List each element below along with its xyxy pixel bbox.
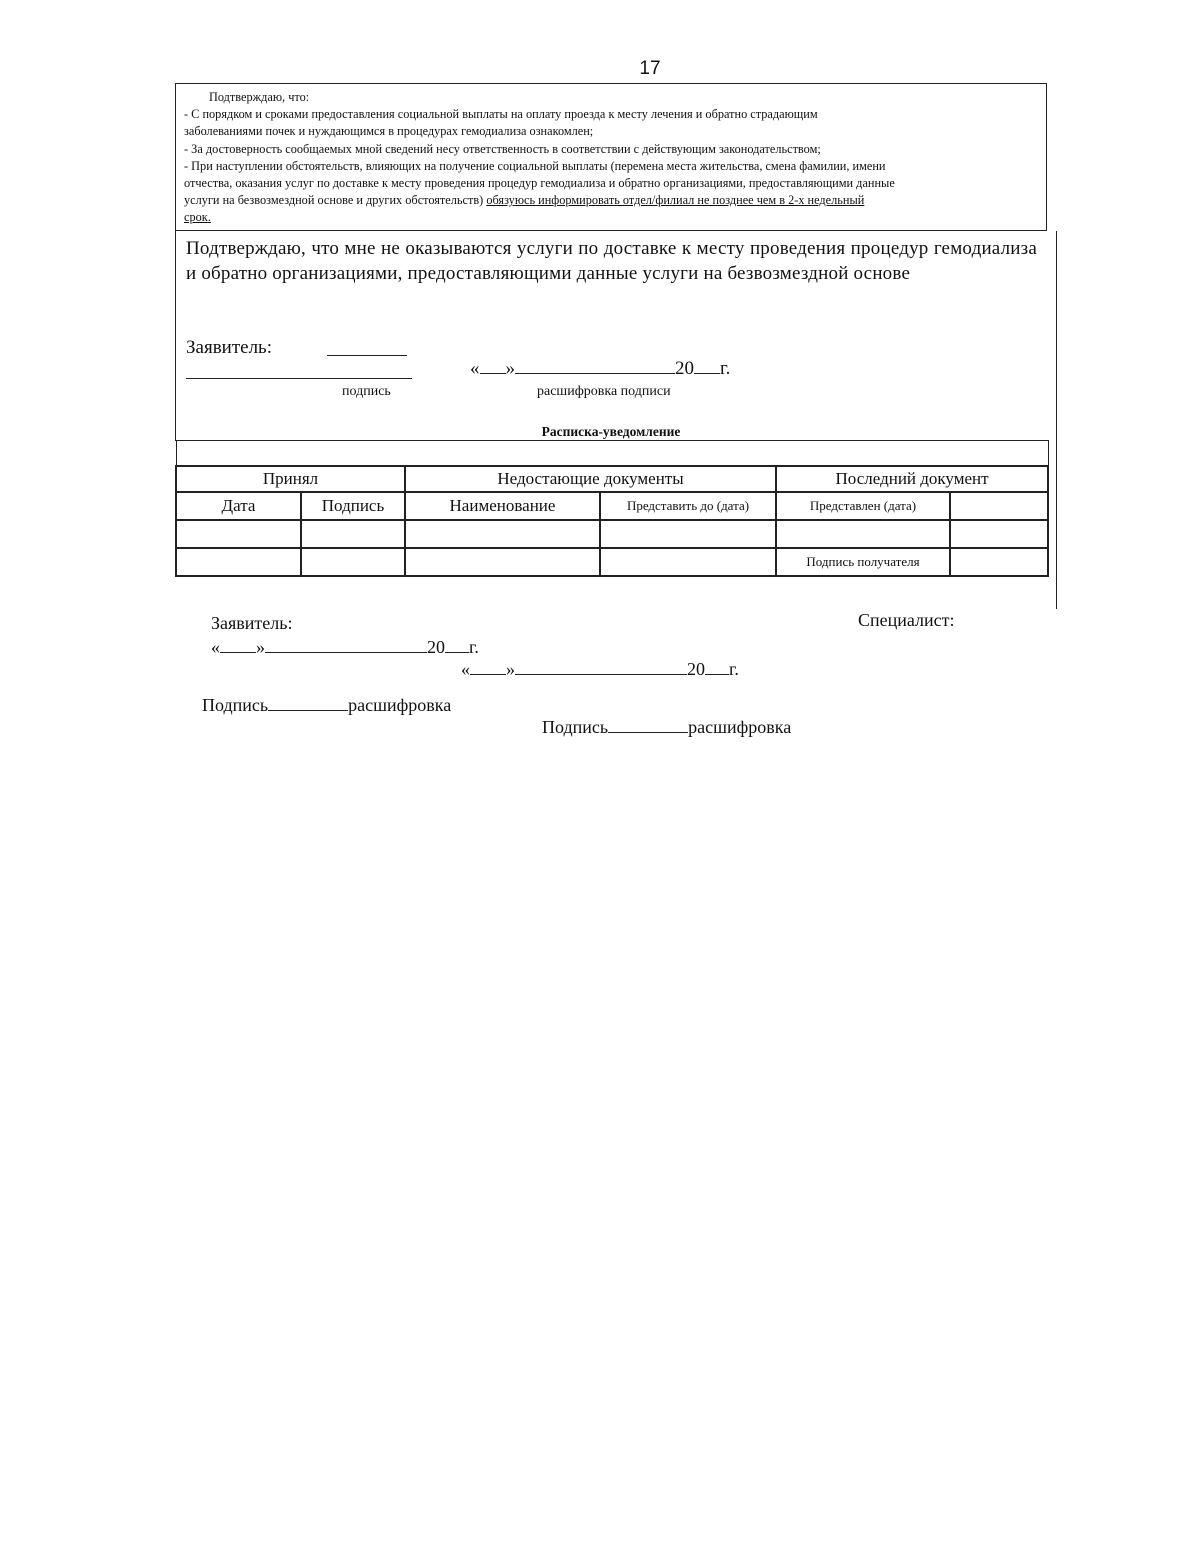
year-prefix: 20: [687, 659, 705, 679]
declaration-text: Подтверждаю, что мне не оказываются услуги по доставке к месту проведения процедур гемодиализа и обратно организациями, предоставляющими данные услуги на безвозмездной основе: [186, 238, 1037, 284]
receipt-title: Расписка-уведомление: [541, 424, 681, 439]
quote-open: «: [211, 637, 220, 657]
confirmation-line-7-underlined: срок.: [184, 210, 211, 225]
day-blank[interactable]: [220, 636, 256, 653]
confirmation-line-3: - За достоверность сообщаемых мной сведений несу ответственность в соответствии с действующим законодательством;: [184, 141, 821, 156]
confirmation-intro: Подтверждаю, что:: [209, 90, 310, 104]
right-border-rule: [1056, 231, 1057, 609]
month-blank[interactable]: [515, 357, 675, 374]
day-blank[interactable]: [470, 658, 506, 675]
applicant-signature-line[interactable]: [186, 378, 412, 379]
signature-blank[interactable]: [608, 716, 688, 733]
quote-open: «: [461, 659, 470, 679]
table-cell[interactable]: [950, 548, 1048, 576]
confirmation-line-2: заболеваниями почек и нуждающимся в процедурах гемодиализа ознакомлен;: [184, 124, 594, 139]
receipt-table: [175, 440, 1049, 577]
header-accepted: Принял: [176, 466, 405, 492]
table-cell[interactable]: [301, 520, 405, 548]
table-cell[interactable]: [405, 520, 600, 548]
subheader-date: Дата: [176, 492, 301, 520]
decode-word: расшифровка: [348, 695, 452, 715]
applicant-signature-short-line[interactable]: [327, 355, 407, 356]
recipient-signature-label: Подпись получателя: [776, 548, 950, 576]
year-blank[interactable]: [445, 636, 469, 653]
year-prefix: 20: [675, 358, 694, 379]
signature-word: Подпись: [202, 695, 269, 715]
table-cell[interactable]: [301, 548, 405, 576]
signature-word: Подпись: [542, 717, 609, 737]
applicant-label: Заявитель:: [186, 337, 272, 358]
confirmation-line-4: - При наступлении обстоятельств, влияющих на получение социальной выплаты (перемена места жительства, смена фамилии, имени: [184, 158, 886, 173]
quote-close: »: [506, 659, 515, 679]
subheader-signature: Подпись: [301, 492, 405, 520]
quote-close: »: [505, 358, 515, 379]
bottom-specialist-label: Специалист:: [858, 610, 955, 630]
confirmation-line-6-plain: услуги на безвозмездной основе и других обстоятельств): [184, 193, 487, 208]
header-last-document: Последний документ: [776, 466, 1048, 492]
bottom-applicant-signature[interactable]: [202, 694, 451, 716]
page-number: 17: [639, 58, 661, 79]
year-suffix: г.: [720, 358, 731, 379]
decode-word: расшифровка: [688, 717, 792, 737]
caption-decode: расшифровка подписи: [537, 384, 671, 399]
confirmation-line-7: [184, 209, 1036, 226]
confirmation-line-5: отчества, оказания услуг по доставке к месту проведения процедур гемодиализа и обратно организациями, предоставляющими данные: [184, 176, 895, 191]
year-blank[interactable]: [705, 658, 729, 675]
confirmation-line-6: [184, 192, 1036, 209]
caption-signature: подпись: [342, 384, 391, 399]
table-cell[interactable]: [776, 520, 950, 548]
subheader-submitted: Представлен (дата): [776, 492, 950, 520]
bottom-specialist-date[interactable]: [461, 658, 739, 680]
bottom-applicant-date[interactable]: [211, 636, 479, 658]
confirmation-box: [175, 83, 1047, 231]
left-border-rule: [175, 231, 176, 441]
year-prefix: 20: [427, 637, 445, 657]
signature-blank[interactable]: [268, 694, 348, 711]
quote-open: «: [470, 358, 480, 379]
table-cell[interactable]: [950, 492, 1048, 520]
year-suffix: г.: [729, 659, 739, 679]
table-cell[interactable]: [950, 520, 1048, 548]
header-missing-documents: Недостающие документы: [405, 466, 776, 492]
subheader-name: Наименование: [405, 492, 600, 520]
quote-close: »: [256, 637, 265, 657]
day-blank[interactable]: [480, 357, 506, 374]
table-cell[interactable]: [176, 548, 301, 576]
table-cell[interactable]: [405, 548, 600, 576]
year-blank[interactable]: [694, 357, 720, 374]
table-cell[interactable]: [176, 520, 301, 548]
bottom-specialist-signature[interactable]: [542, 716, 791, 738]
table-cell[interactable]: [600, 520, 776, 548]
bottom-applicant-label: Заявитель:: [211, 613, 293, 633]
table-cell[interactable]: [600, 548, 776, 576]
receipt-blank-row: [176, 441, 1048, 467]
month-blank[interactable]: [265, 636, 427, 653]
month-blank[interactable]: [515, 658, 687, 675]
applicant-date-line[interactable]: [470, 357, 730, 380]
subheader-submit-by: Представить до (дата): [600, 492, 776, 520]
confirmation-line-6-underlined: обязуюсь информировать отдел/филиал не позднее чем в 2-х недельный: [486, 193, 865, 208]
year-suffix: г.: [469, 637, 479, 657]
confirmation-line-1: - С порядком и сроками предоставления социальной выплаты на оплату проезда к месту лечения и обратно страдающим: [184, 107, 818, 122]
